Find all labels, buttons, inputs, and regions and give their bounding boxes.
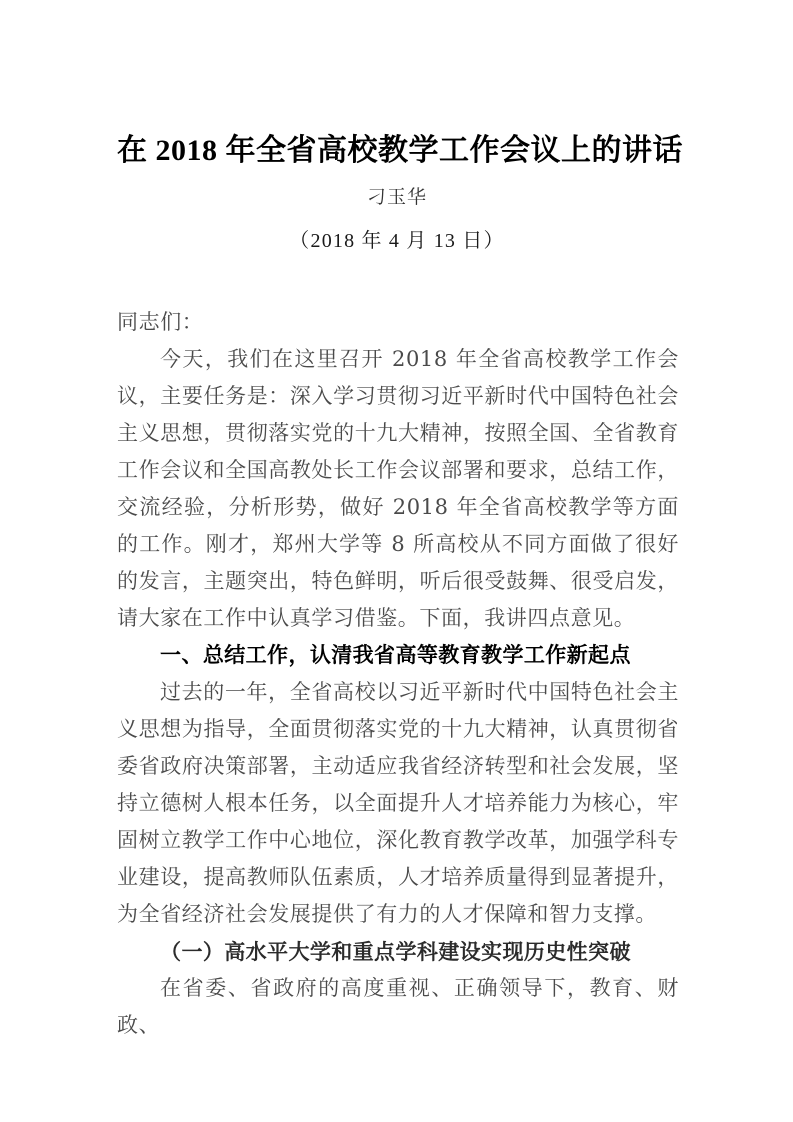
body-paragraph-2: 过去的一年，全省高校以习近平新时代中国特色社会主义思想为指导，全面贯彻落实党的十九大精神，认真贯彻省委省政府决策部署，主动适应我省经济转型和社会发展，坚持立德树人根本任务，以全面提升人才培养能力为核心，牢固树立教学工作中心地位，深化教育教学改革，加强学科专业建设，提高教师队伍素质，人才培养质量得到显著提升，为全省经济社会发展提供了有力的人才保障和智力支撑。 — [117, 680, 679, 926]
body-paragraph-1: 今天，我们在这里召开 2018 年全省高校教学工作会议，主要任务是：深入学习贯彻习近平新时代中国特色社会主义思想，贯彻落实党的十九大精神，按照全国、全省教育工作会议和全国高教处长工作会议部署和要求，总结工作，交流经验，分析形势，做好 2018 年全省高校教学等方面的工作。刚才，郑州大学等 8 所高校从不同方面做了很好的发言，主题突出，特色鲜明，听后很受鼓舞、很受启发，请大家在工作中认真学习借鉴。下面，我讲四点意见。 — [117, 347, 679, 630]
subsection-heading-1: （一）高水平大学和重点学科建设实现历史性突破 — [160, 939, 631, 964]
salutation-line: 同志们： — [117, 310, 204, 334]
page-title: 在 2018 年全省高校教学工作会议上的讲话 — [117, 134, 683, 167]
document-author: 刁玉华 — [366, 186, 427, 208]
section-heading-1: 一、总结工作，认清我省高等教育教学工作新起点 — [160, 644, 631, 667]
document-body — [117, 304, 679, 1044]
document-date: （2018 年 4 月 13 日） — [289, 230, 505, 252]
body-paragraph-3: 在省委、省政府的高度重视、正确领导下，教育、财政、 — [117, 976, 679, 1037]
